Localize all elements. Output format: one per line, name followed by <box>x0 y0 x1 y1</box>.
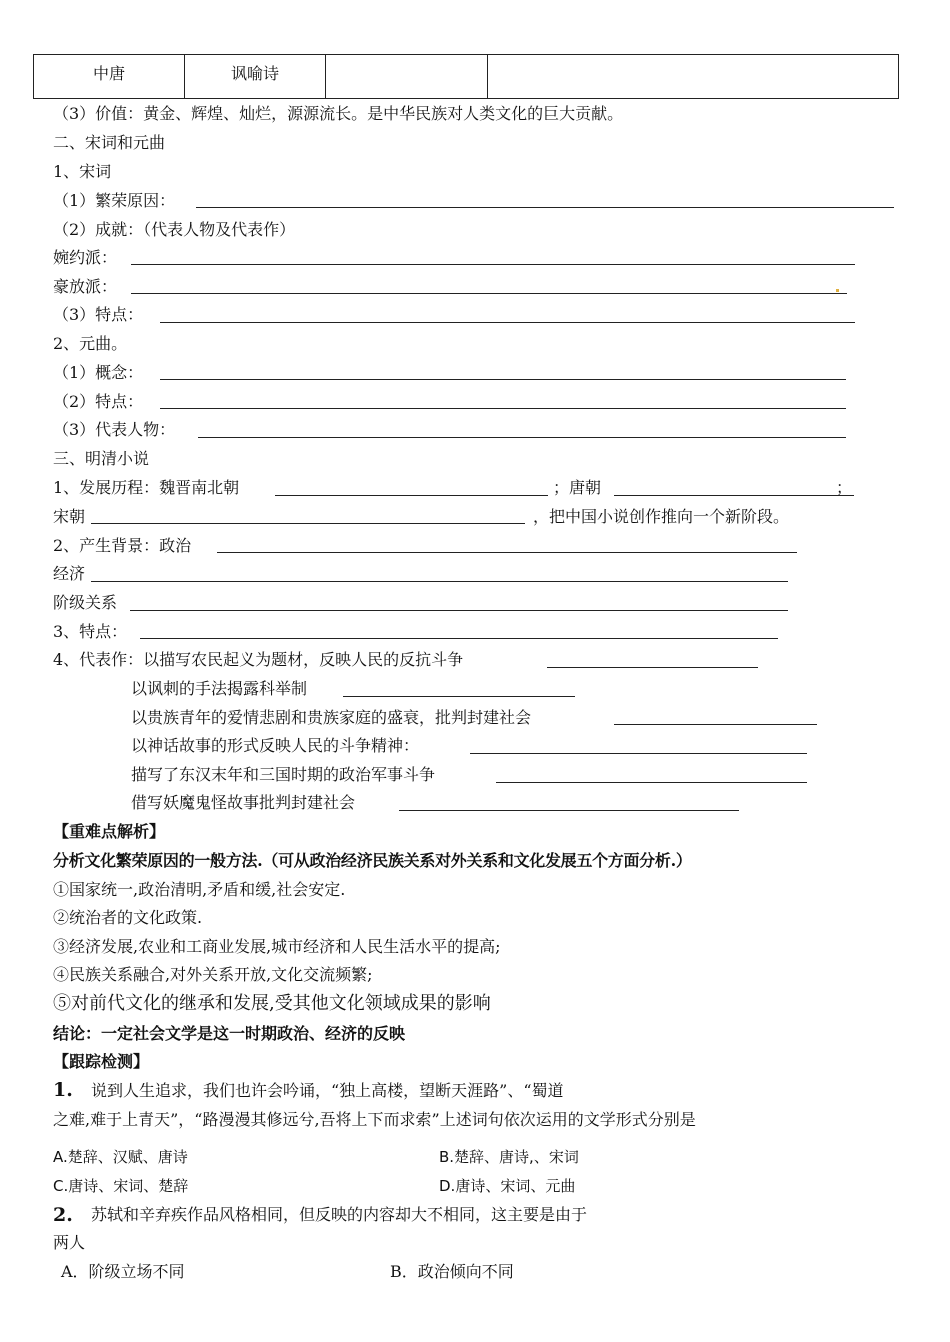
answer-blank[interactable] <box>614 724 817 725</box>
question-label: ，把中国小说创作推向一个新阶段。 <box>533 507 790 526</box>
question-label: （3）代表人物： <box>53 420 176 439</box>
value-line: （3）价值：黄金、辉煌、灿烂，源源流长。是中华民族对人类文化的巨大贡献。 <box>53 104 624 123</box>
question-label: 宋朝 <box>53 507 86 526</box>
answer-blank[interactable] <box>470 753 807 754</box>
sub-heading: 2、元曲。 <box>53 334 128 353</box>
question-label: 4、代表作：以描写农民起义为题材，反映人民的反抗斗争 <box>53 650 464 669</box>
era-table <box>33 54 899 99</box>
section-heading: 【跟踪检测】 <box>53 1052 150 1071</box>
option-d[interactable]: D.唐诗、宋词、元曲 <box>439 1177 576 1195</box>
option-a[interactable]: A．阶级立场不同 <box>61 1262 185 1281</box>
table-cell-era: 中唐 <box>34 55 185 99</box>
answer-blank[interactable] <box>91 523 525 524</box>
method-heading: 分析文化繁荣原因的一般方法.（可从政治经济民族关系对外关系和文化发展五个方面分析.） <box>53 851 692 870</box>
answer-blank[interactable] <box>160 322 855 323</box>
answer-blank[interactable] <box>547 667 758 668</box>
answer-blank[interactable] <box>196 207 894 208</box>
question-label: 阶级关系 <box>53 593 118 612</box>
table-cell-genre: 讽喻诗 <box>185 55 326 99</box>
answer-blank[interactable] <box>130 610 788 611</box>
answer-blank[interactable] <box>198 437 846 438</box>
question-label: （1）繁荣原因： <box>53 191 176 210</box>
question-label: 豪放派： <box>53 277 118 296</box>
table-cell-blank <box>326 55 488 99</box>
question-label: （1）概念： <box>53 363 144 382</box>
list-item: ④民族关系融合,对外关系开放,文化交流频繁; <box>53 965 373 984</box>
question-label: ；唐朝 <box>553 478 602 497</box>
question-label: 经济 <box>53 564 86 583</box>
option-c[interactable]: C.唐诗、宋词、楚辞 <box>53 1177 189 1195</box>
answer-blank[interactable] <box>160 408 846 409</box>
question-text: 说到人生追求，我们也许会吟诵，“独上高楼，望断天涯路”、“蜀道 <box>91 1081 564 1100</box>
section-heading: 三、明清小说 <box>53 449 150 468</box>
answer-blank[interactable] <box>343 696 575 697</box>
question-label: 描写了东汉末年和三国时期的政治军事斗争 <box>131 765 436 784</box>
question-label: （2）特点： <box>53 392 144 411</box>
question-text: 之难,难于上青天”，“路漫漫其修远兮,吾将上下而求索”上述词句依次运用的文学形式分别是 <box>53 1110 696 1129</box>
answer-blank[interactable] <box>160 379 846 380</box>
section-heading: 【重难点解析】 <box>53 822 166 841</box>
question-label: 以贵族青年的爱情悲剧和贵族家庭的盛衰，批判封建社会 <box>131 708 532 727</box>
question-number: 2. <box>53 1204 73 1226</box>
answer-blank[interactable] <box>131 264 855 265</box>
answer-blank[interactable] <box>91 581 788 582</box>
sub-heading: 1、宋词 <box>53 162 112 181</box>
table-row <box>34 55 899 99</box>
list-item: ①国家统一,政治清明,矛盾和缓,社会安定. <box>53 880 346 899</box>
answer-blank[interactable] <box>275 495 548 496</box>
question-text: 苏轼和辛弃疾作品风格相同，但反映的内容却大不相同，这主要是由于 <box>91 1205 588 1224</box>
option-a[interactable]: A.楚辞、汉赋、唐诗 <box>53 1148 188 1166</box>
question-label: （2）成就：（代表人物及代表作） <box>53 220 296 239</box>
answer-blank[interactable] <box>614 495 854 496</box>
option-b[interactable]: B．政治倾向不同 <box>390 1262 514 1281</box>
question-label: 3、特点： <box>53 622 128 641</box>
answer-blank[interactable] <box>131 293 847 294</box>
list-item: ⑤对前代文化的继承和发展,受其他文化领域成果的影响 <box>53 993 491 1014</box>
question-label: ； <box>836 478 853 497</box>
question-text: 两人 <box>53 1233 86 1252</box>
answer-blank[interactable] <box>217 552 797 553</box>
question-label: 以讽刺的手法揭露科举制 <box>131 679 308 698</box>
question-label: 2、产生背景：政治 <box>53 536 192 555</box>
question-label: 婉约派： <box>53 248 118 267</box>
question-label: 借写妖魔鬼怪故事批判封建社会 <box>131 793 356 812</box>
stray-mark <box>836 289 839 292</box>
question-label: （3）特点： <box>53 305 144 324</box>
answer-blank[interactable] <box>496 782 807 783</box>
question-number: 1. <box>53 1079 73 1101</box>
answer-blank[interactable] <box>399 810 739 811</box>
conclusion: 结论：一定社会文学是这一时期政治、经济的反映 <box>53 1024 406 1043</box>
question-label: 以神话故事的形式反映人民的斗争精神： <box>131 736 420 755</box>
list-item: ②统治者的文化政策. <box>53 908 203 927</box>
table-cell-blank <box>488 55 899 99</box>
option-b[interactable]: B.楚辞、唐诗,、宋词 <box>439 1148 579 1166</box>
list-item: ③经济发展,农业和工商业发展,城市经济和人民生活水平的提高; <box>53 937 501 956</box>
question-label: 1、发展历程：魏晋南北朝 <box>53 478 240 497</box>
answer-blank[interactable] <box>140 638 778 639</box>
section-heading: 二、宋词和元曲 <box>53 133 166 152</box>
